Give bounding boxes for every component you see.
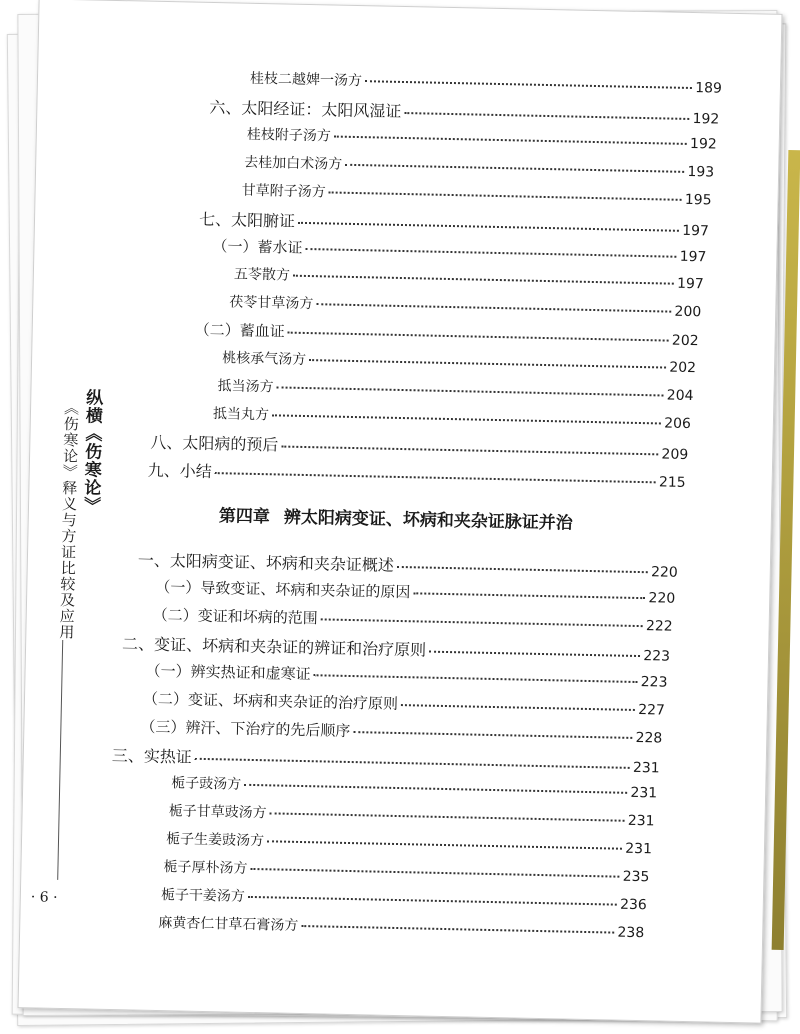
toc-entry: （二）变证和坏病的范围 222 [152,605,673,635]
toc-entry: （二）蓄血证 202 [194,320,699,350]
toc-entry: 桂枝二越婢一汤方 189 [249,70,723,97]
chapter-title: 辨太阳病变证、坏病和夹杂证脉证并治 [283,507,573,534]
toc-entry: 二、变证、坏病和夹杂证的辨证和治疗原则 223 [121,634,671,665]
chapter-number: 第四章 [218,506,271,528]
toc-entry: 桂枝附子汤方 192 [246,126,717,153]
toc-entry: 栀子生姜豉汤方 231 [165,831,653,858]
toc-entry: 栀子干姜汤方 236 [160,887,647,914]
chapter-heading [219,501,573,533]
toc-entry: 茯苓甘草汤方 200 [229,294,702,321]
book-page [18,0,783,1024]
toc-entry: 抵当丸方 206 [212,406,692,433]
toc-entry: （一）辨实热证和虚寒证 223 [145,661,668,691]
running-subtitle: 《伤寒论》释义与方证比较及应用 [57,399,81,641]
toc-entry: 一、太阳病变证、坏病和夹杂证概述 220 [137,550,678,581]
toc-entry: 六、太阳经证：太阳风湿证 192 [209,97,720,128]
toc-entry: 栀子甘草豉汤方 231 [168,803,655,830]
toc-entry: 九、小结 215 [147,460,686,491]
toc-entry: 抵当汤方 204 [217,378,694,405]
toc-entry: （三）辨汗、下治疗的先后顺序 228 [140,717,663,747]
toc-entry: 甘草附子汤方 195 [241,182,712,209]
toc-entry: 七、太阳腑证 197 [198,209,710,240]
toc-entry: （一）蓄水证 197 [212,237,707,266]
page-number: · 6 · [30,889,58,906]
toc-entry: 八、太阳病的预后 209 [150,432,689,464]
toc-entry: 栀子厚朴汤方 235 [163,859,650,886]
toc-entry: 桃核承气汤方 202 [221,350,697,377]
side-rule [57,640,63,880]
toc-entry: 麻黄杏仁甘草石膏汤方 238 [158,915,645,942]
running-title: 纵横《伤寒论》 [79,388,103,515]
toc-entry: （二）变证、坏病和夹杂证的治疗原则 227 [142,689,666,719]
toc-entry: 去桂加白术汤方 193 [244,154,715,181]
toc-entry: 三、实热证 231 [111,746,660,777]
toc-entry: 栀子豉汤方 231 [171,775,658,802]
toc-entry: 五苓散方 197 [233,266,704,293]
toc-entry: （一）导致变证、坏病和夹杂证的原因 220 [155,577,676,607]
